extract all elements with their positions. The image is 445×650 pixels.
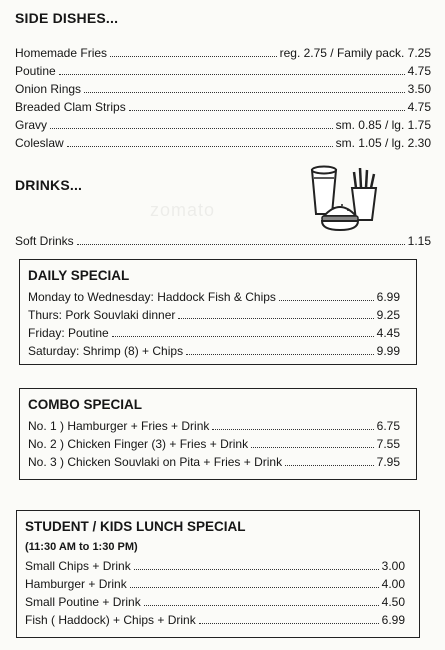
- dot-leader: [285, 465, 374, 466]
- dot-leader: [144, 605, 379, 606]
- item-label: Breaded Clam Strips: [15, 100, 126, 114]
- drinks-heading: DRINKS...: [15, 177, 83, 193]
- dot-leader: [112, 336, 374, 337]
- dot-leader: [199, 623, 379, 624]
- item-price: 3.00: [381, 559, 405, 573]
- item-label: Gravy: [15, 118, 48, 132]
- daily-special-title: DAILY SPECIAL: [28, 268, 130, 283]
- item-price: sm. 0.85 / lg. 1.75: [335, 118, 431, 132]
- item-label: Soft Drinks: [15, 234, 74, 248]
- item-price: 9.99: [376, 344, 400, 358]
- dot-leader: [134, 569, 379, 570]
- dot-leader: [178, 318, 373, 319]
- menu-item: [28, 290, 400, 304]
- item-label: Homemade Fries: [15, 46, 108, 60]
- dot-leader: [84, 92, 405, 93]
- item-price: 4.45: [376, 326, 400, 340]
- menu-item: [15, 82, 431, 96]
- dot-leader: [77, 244, 405, 245]
- dot-leader: [279, 300, 374, 301]
- dot-leader: [212, 429, 373, 430]
- item-price: 1.15: [407, 234, 431, 248]
- side-dishes-heading: SIDE DISHES...: [15, 10, 119, 26]
- item-price: 6.99: [381, 613, 405, 627]
- item-label: Friday: Poutine: [28, 326, 109, 340]
- menu-item: [28, 437, 400, 451]
- item-label: Monday to Wednesday: Haddock Fish & Chips: [28, 290, 276, 304]
- item-price: 4.00: [381, 577, 405, 591]
- item-price: 9.25: [376, 308, 400, 322]
- item-price: 7.95: [376, 455, 400, 469]
- menu-item: [25, 613, 405, 627]
- item-label: No. 3 ) Chicken Souvlaki on Pita + Fries + Drink: [28, 455, 283, 469]
- dot-leader: [67, 146, 333, 147]
- menu-item: [15, 100, 431, 114]
- menu-item: [15, 118, 431, 132]
- menu-item: [28, 344, 400, 358]
- item-price: 7.55: [376, 437, 400, 451]
- dot-leader: [251, 447, 374, 448]
- menu-item: [28, 419, 400, 433]
- item-label: Thurs: Pork Souvlaki dinner: [28, 308, 176, 322]
- burger-fries-drink-icon: [300, 158, 390, 238]
- menu-item: [15, 64, 431, 78]
- menu-item: [25, 577, 405, 591]
- daily-special-box: [19, 259, 417, 365]
- combo-special-title: COMBO SPECIAL: [28, 397, 143, 412]
- item-label: No. 2 ) Chicken Finger (3) + Fries + Drink: [28, 437, 249, 451]
- menu-item: [25, 595, 405, 609]
- student-special-hours: (11:30 AM to 1:30 PM): [25, 541, 138, 553]
- menu-item: [28, 455, 400, 469]
- watermark: zomato: [150, 200, 216, 220]
- combo-special-box: [19, 388, 417, 480]
- menu-item: [15, 234, 431, 248]
- item-price: 6.75: [376, 419, 400, 433]
- item-label: Fish ( Haddock) + Chips + Drink: [25, 613, 196, 627]
- dot-leader: [129, 110, 405, 111]
- item-label: Saturday: Shrimp (8) + Chips: [28, 344, 184, 358]
- item-label: Onion Rings: [15, 82, 82, 96]
- menu-item: [28, 308, 400, 322]
- dot-leader: [110, 56, 277, 57]
- item-price: 3.50: [407, 82, 431, 96]
- student-special-box: [16, 510, 420, 638]
- dot-leader: [130, 587, 379, 588]
- item-price: 6.99: [376, 290, 400, 304]
- item-price: reg. 2.75 / Family pack. 7.25: [279, 46, 431, 60]
- item-price: 4.75: [407, 64, 431, 78]
- item-label: Poutine: [15, 64, 56, 78]
- menu-item: [28, 326, 400, 340]
- item-price: 4.50: [381, 595, 405, 609]
- item-label: Small Chips + Drink: [25, 559, 131, 573]
- item-price: sm. 1.05 / lg. 2.30: [335, 136, 431, 150]
- menu-item: [25, 559, 405, 573]
- item-price: 4.75: [407, 100, 431, 114]
- menu-item: [15, 136, 431, 150]
- item-label: Hamburger + Drink: [25, 577, 127, 591]
- dot-leader: [186, 354, 374, 355]
- student-special-title: STUDENT / KIDS LUNCH SPECIAL: [25, 519, 246, 534]
- dot-leader: [50, 128, 333, 129]
- item-label: Coleslaw: [15, 136, 64, 150]
- menu-item: [15, 46, 431, 60]
- item-label: No. 1 ) Hamburger + Fries + Drink: [28, 419, 210, 433]
- item-label: Small Poutine + Drink: [25, 595, 141, 609]
- dot-leader: [59, 74, 405, 75]
